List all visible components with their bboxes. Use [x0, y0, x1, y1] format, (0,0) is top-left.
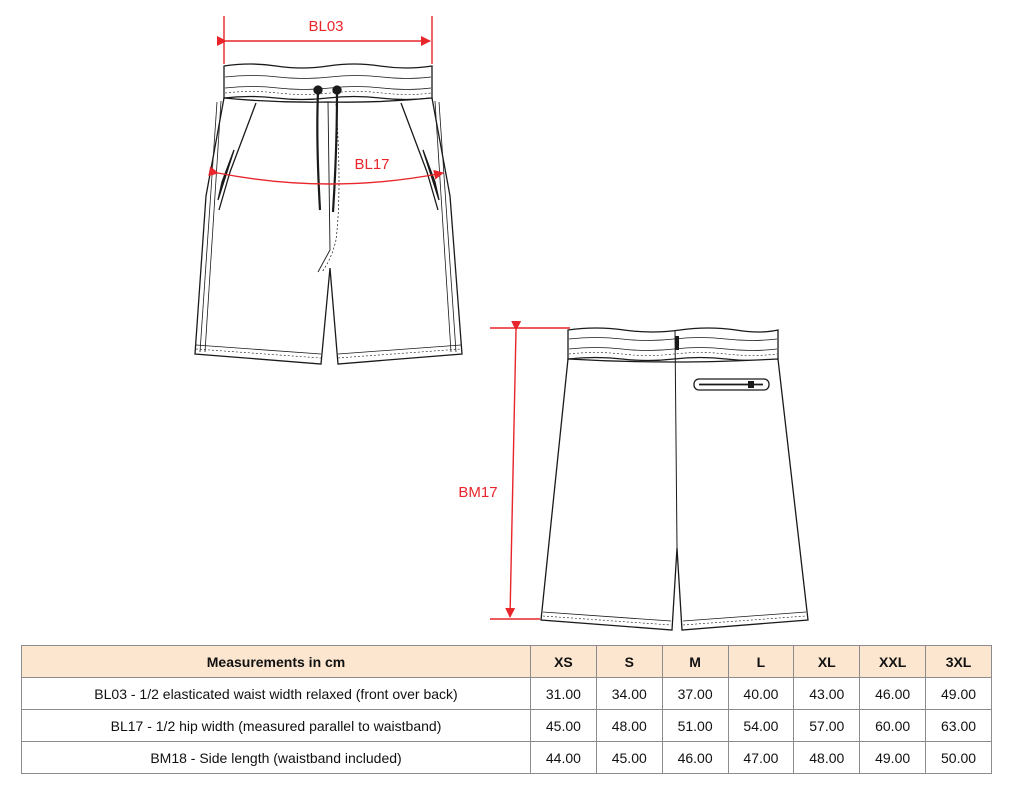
header-size: L: [728, 646, 794, 678]
shorts-front-view: [195, 64, 462, 364]
row-description: BL03 - 1/2 elasticated waist width relaxed (front over back): [22, 678, 531, 710]
label-hip: BL17: [354, 156, 390, 173]
table-row: [22, 742, 992, 774]
row-value: 49.00: [926, 678, 992, 710]
row-value: 57.00: [794, 710, 860, 742]
header-size: 3XL: [926, 646, 992, 678]
header-measurements: Measurements in cm: [22, 646, 531, 678]
row-value: 63.00: [926, 710, 992, 742]
label-waist: BL03: [308, 18, 344, 35]
row-value: 50.00: [926, 742, 992, 774]
row-value: 46.00: [860, 678, 926, 710]
label-side-length: BM17: [458, 484, 498, 501]
row-value: 45.00: [531, 710, 597, 742]
row-description: BL17 - 1/2 hip width (measured parallel to waistband): [22, 710, 531, 742]
row-value: 43.00: [794, 678, 860, 710]
table-row: [22, 678, 992, 710]
header-size: S: [596, 646, 662, 678]
row-value: 48.00: [794, 742, 860, 774]
row-value: 37.00: [662, 678, 728, 710]
row-value: 31.00: [531, 678, 597, 710]
header-size: M: [662, 646, 728, 678]
length-dimension-line: [510, 330, 516, 617]
header-size: XS: [531, 646, 597, 678]
table-header-row: [22, 646, 992, 678]
header-size: XXL: [860, 646, 926, 678]
row-value: 45.00: [596, 742, 662, 774]
row-value: 49.00: [860, 742, 926, 774]
row-value: 51.00: [662, 710, 728, 742]
table-row: [22, 710, 992, 742]
row-value: 47.00: [728, 742, 794, 774]
row-description: BM18 - Side length (waistband included): [22, 742, 531, 774]
size-chart-table: [21, 645, 992, 774]
row-value: 46.00: [662, 742, 728, 774]
shorts-back-view: [541, 328, 808, 630]
row-value: 48.00: [596, 710, 662, 742]
row-value: 40.00: [728, 678, 794, 710]
row-value: 54.00: [728, 710, 794, 742]
header-size: XL: [794, 646, 860, 678]
row-value: 34.00: [596, 678, 662, 710]
row-value: 44.00: [531, 742, 597, 774]
row-value: 60.00: [860, 710, 926, 742]
